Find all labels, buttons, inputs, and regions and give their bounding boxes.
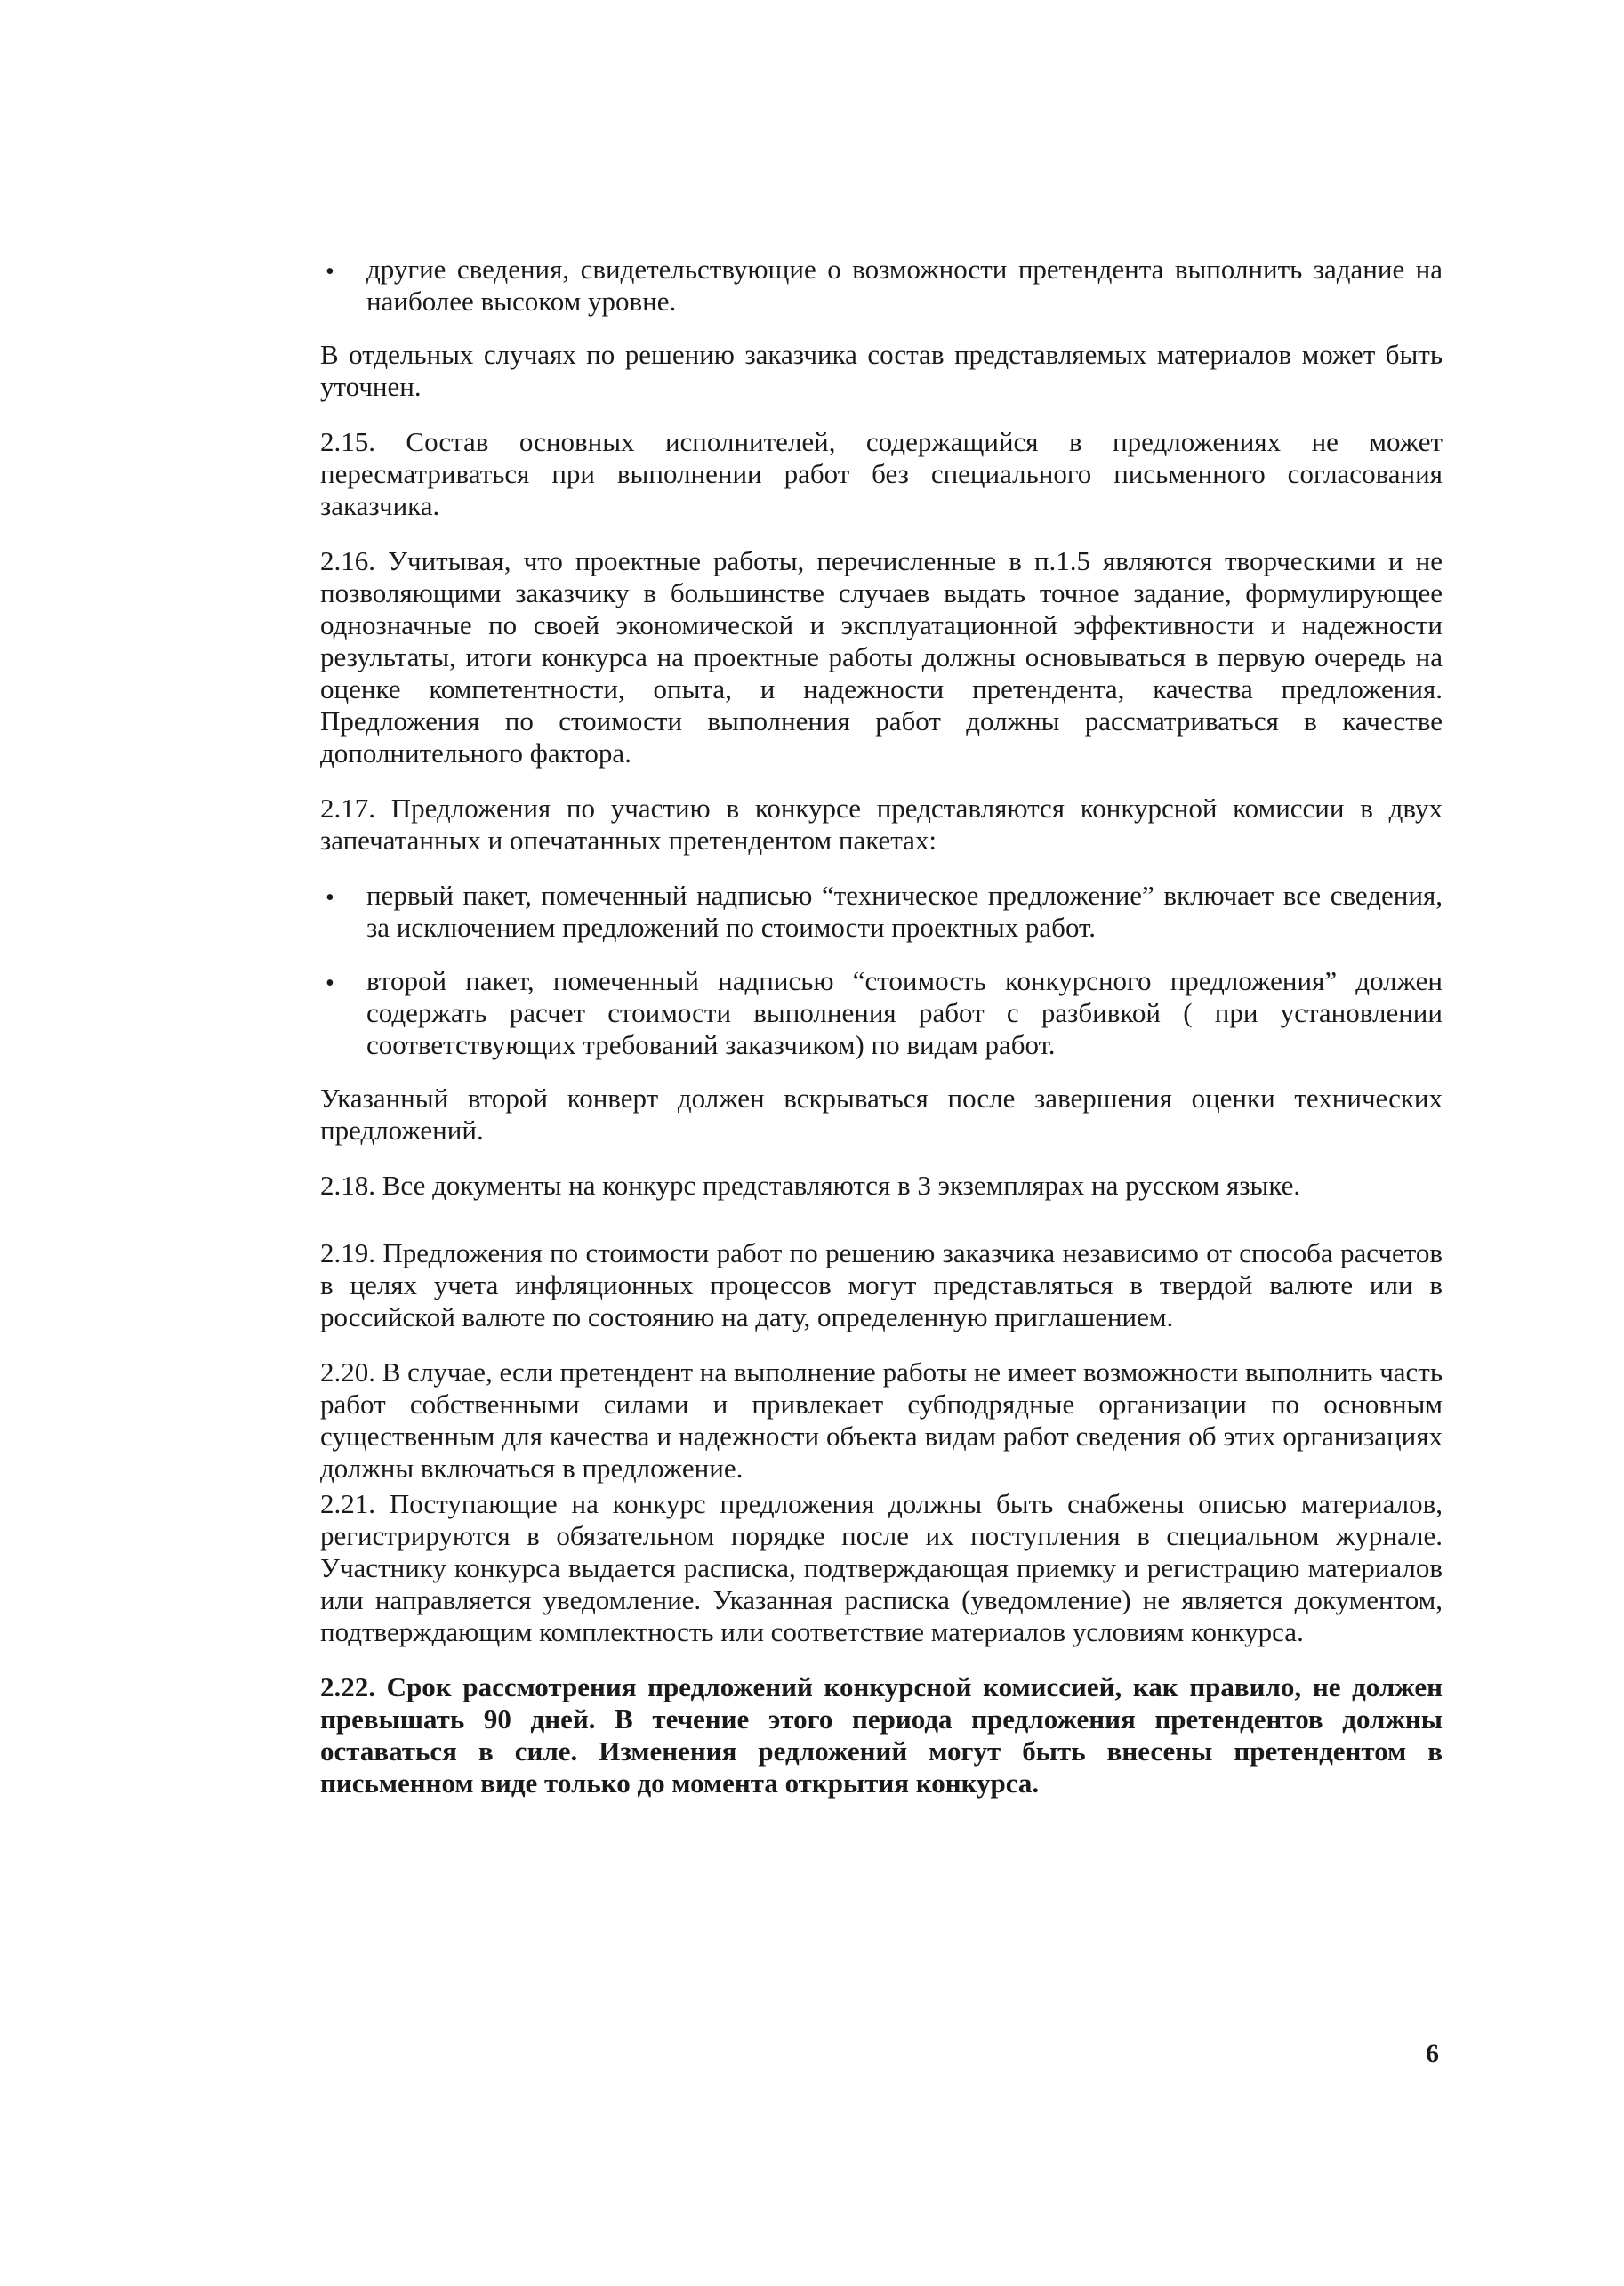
list-item-text: первый пакет, помеченный надписью “техническое предложение” включает все сведения, за исключением предложений по стоимости проектных работ.: [366, 880, 1443, 943]
paragraph-2-16: 2.16. Учитывая, что проектные работы, перечисленные в п.1.5 являются творческими и не позволяющими заказчику в большинстве случаев выдать точное задание, формулирующее однозначные по своей экономической и эксплуатационной эффективности и надежности результаты, итоги конкурса на проектные работы должны основываться в первую очередь на оценке компетентности, опыта, и надежности претендента, качества предложения. Предложения по стоимости выполнения работ должны рассматриваться в качестве дополнительного фактора.: [320, 545, 1443, 769]
list-item: [320, 880, 1443, 944]
bullet-icon: •: [326, 258, 334, 286]
bullet-icon: •: [326, 884, 334, 912]
paragraph-2-19: 2.19. Предложения по стоимости работ по решению заказчика независимо от способа расчетов в целях учета инфляционных процессов могут представляться в твердой валюте или в российской валюте по состоянию на дату, определенную приглашением.: [320, 1237, 1443, 1332]
paragraph-2-21: 2.21. Поступающие на конкурс предложения должны быть снабжены описью материалов, регистрируются в обязательном порядке после их поступления в специальном журнале. Участнику конкурса выдается расписка, подтверждающая приемку и регистрацию материалов или направляется уведомление. Указанная расписка (уведомление) не является документом, подтверждающим комплектность или соответствие материалов условиям конкурса.: [320, 1488, 1443, 1647]
bullet-icon: •: [326, 970, 334, 997]
paragraph-2-17: 2.17. Предложения по участию в конкурсе представляются конкурсной комиссии в двух запечатанных и опечатанных претендентом пакетах:: [320, 793, 1443, 856]
paragraph-2-15: 2.15. Состав основных исполнителей, содержащийся в предложениях не может пересматриваться при выполнении работ без специального письменного согласования заказчика.: [320, 426, 1443, 521]
document-body: [320, 254, 1443, 1823]
list-item-text: другие сведения, свидетельствующие о возможности претендента выполнить задание на наиболее высоком уровне.: [366, 254, 1443, 317]
paragraph-clarify: В отдельных случаях по решению заказчика состав представляемых материалов может быть уточнен.: [320, 339, 1443, 402]
list-item: [320, 254, 1443, 318]
list-item-text: второй пакет, помеченный надписью “стоимость конкурсного предложения” должен содержать расчет стоимости выполнения работ с разбивкой ( при установлении соответствующих требований заказчиком) по видам работ.: [366, 965, 1443, 1060]
paragraph-2-22: 2.22. Срок рассмотрения предложений конкурсной комиссией, как правило, не должен превышать 90 дней. В течение этого периода предложения претендентов должны оставаться в силе. Изменения редложений могут быть внесены претендентом в письменном виде только до момента открытия конкурса.: [320, 1671, 1443, 1799]
paragraph-envelope: Указанный второй конверт должен вскрываться после завершения оценки технических предложений.: [320, 1083, 1443, 1146]
paragraph-2-20: 2.20. В случае, если претендент на выполнение работы не имеет возможности выполнить часть работ собственными силами и привлекает субподрядные организации по основным существенным для качества и надежности объекта видам работ сведения об этих организациях должны включаться в предложение.: [320, 1356, 1443, 1484]
page-number: 6: [1426, 2039, 1439, 2068]
paragraph-2-18: 2.18. Все документы на конкурс представляются в 3 экземплярах на русском языке.: [320, 1170, 1301, 1201]
list-item: [320, 965, 1443, 1061]
